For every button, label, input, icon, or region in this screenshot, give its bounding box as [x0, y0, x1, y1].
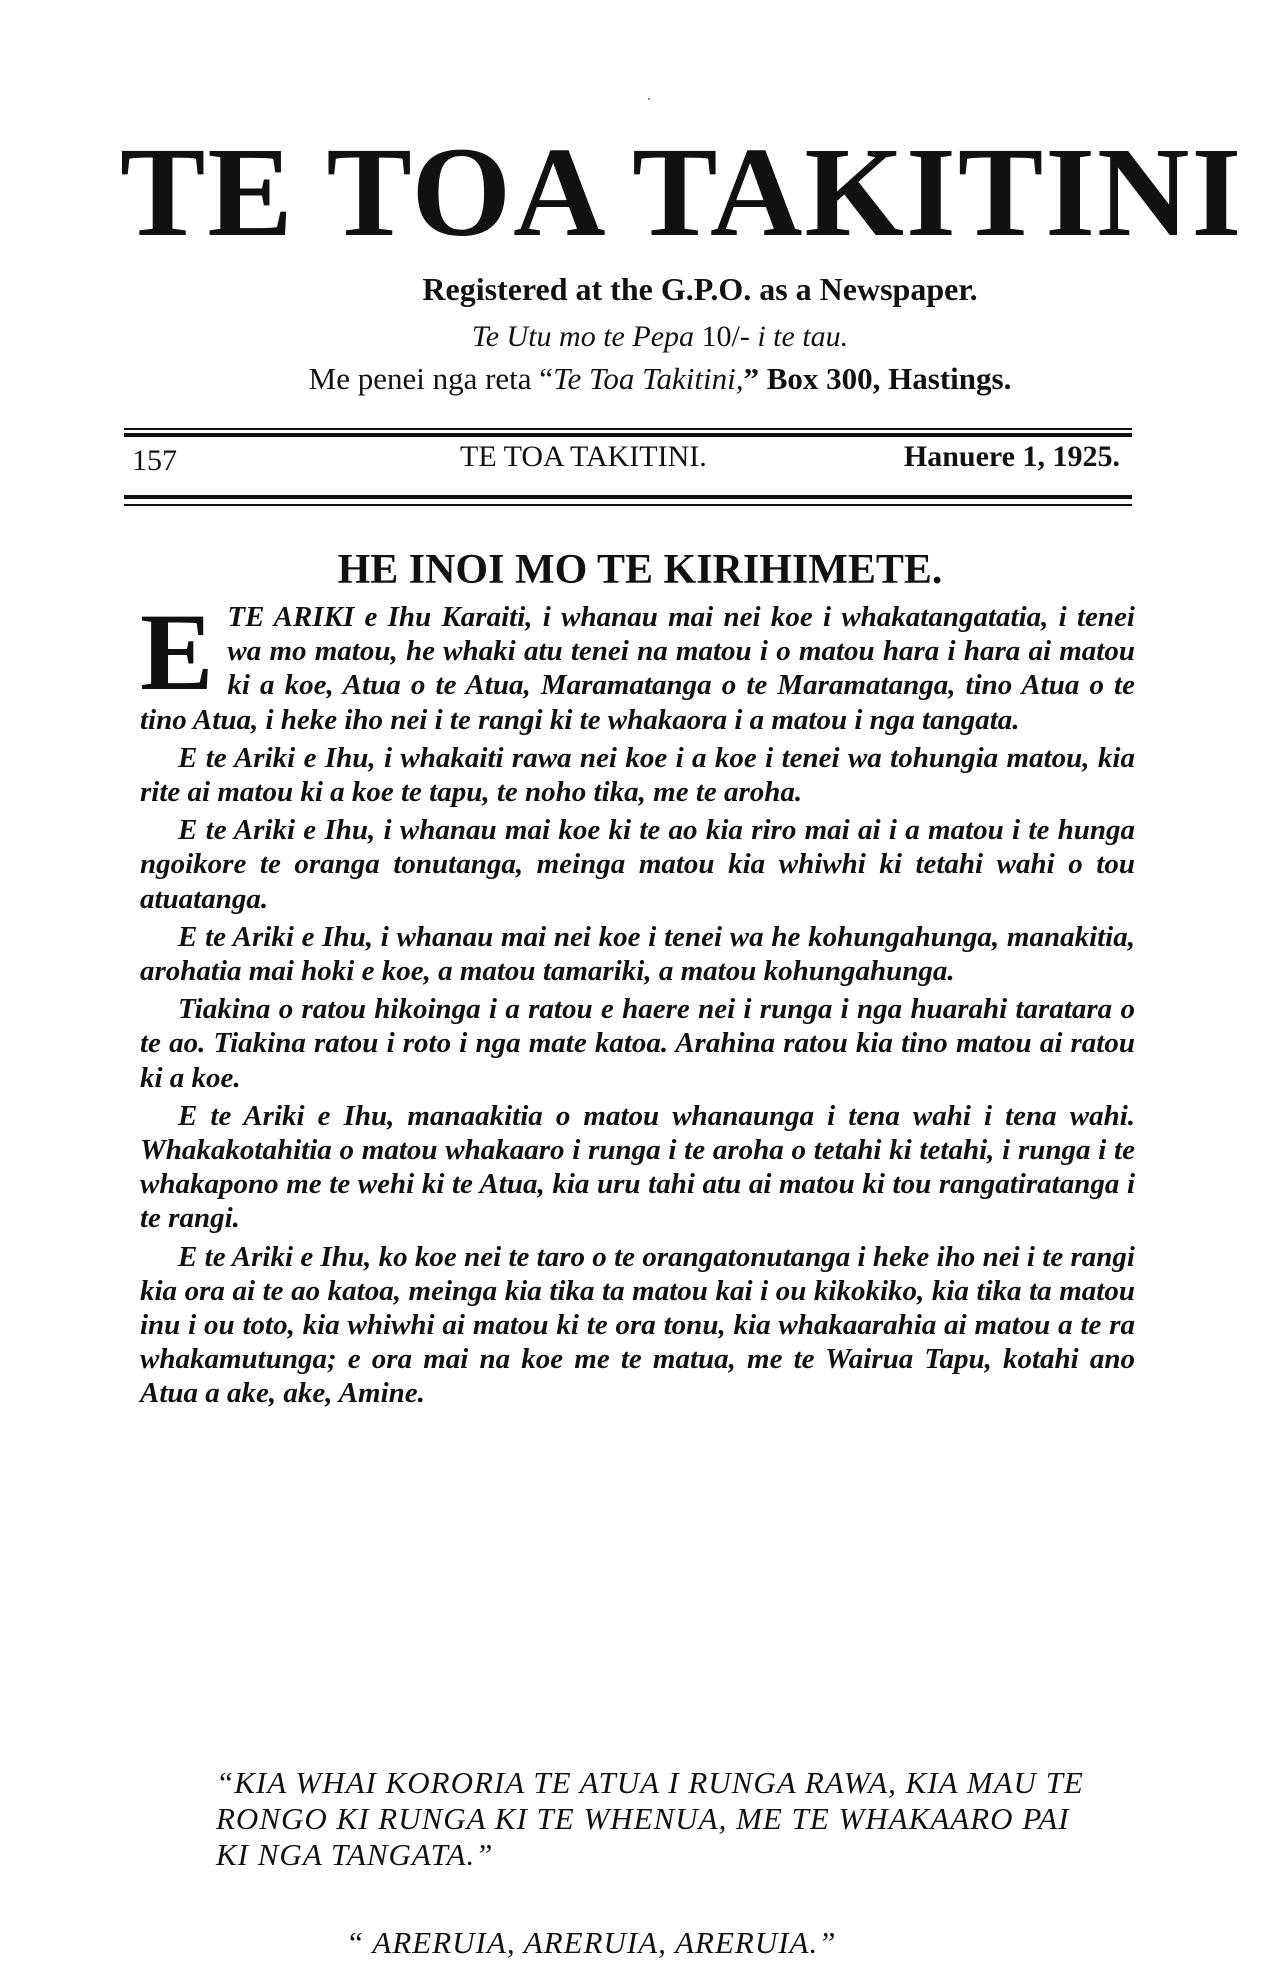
issue-line: [120, 438, 1130, 478]
alleluia-line: “ ARERUIA, ARERUIA, ARERUIA.”: [346, 1925, 837, 1960]
address-name: Te Toa Takitini,: [553, 361, 744, 396]
bottom-rule-thin: [124, 504, 1132, 506]
doxology-block: [216, 1765, 1086, 1960]
prayer-paragraph: E te Ariki e Ihu, i whakaiti rawa nei koe i a koe i tenei wa tohungia matou, kia rite ai matou ki a koe te tapu, te noho tika, me te aroha.: [140, 741, 1135, 809]
masthead-title: TE TOA TAKITINI: [120, 121, 1244, 263]
price-suffix: i te tau.: [757, 320, 849, 353]
address-prefix: Me penei nga reta “: [308, 361, 554, 396]
prayer-paragraph: E te Ariki e Ihu, i whanau mai nei koe i tenei wa he kohungahunga, manakitia, arohatia mai hoki e koe, a matou tamariki, a matou kohungahunga.: [140, 920, 1135, 988]
prayer-paragraph: Tiakina o ratou hikoinga i a ratou e haere nei i runga i nga huarahi taratara o te ao. Tiakina ratou i roto i nga mate katoa. Arahina ratou kia tino matou ai ratou ki a koe.: [140, 993, 1135, 1094]
prayer-body: [140, 591, 1135, 1415]
price-amount: 10/-: [701, 320, 750, 353]
print-speck: [648, 98, 650, 100]
price-line: [20, 318, 1280, 356]
prayer-paragraph: E te Ariki e Ihu, ko koe nei te taro o te orangatonutanga i heke iho nei i te rangi kia ora ai te ao katoa, meinga kia tika ta matou kai i ou kikokiko, kia tika ta matou inu i ou toto, kia whiwhi ai matou ki te ora tonu, kia whakaarahia ai matou a te ra whakamutunga; e ora mai na koe me te matua, me te Wairua Tapu, kotahi ano Atua a ake, ake, Amine.: [140, 1240, 1135, 1410]
issue-number: 157: [132, 444, 177, 477]
address-suffix: ” Box 300, Hastings.: [743, 361, 1012, 396]
prayer-paragraph: E te Ariki e Ihu, manaakitia o matou whanaunga i tena wahi i tena wahi. Whakakotahitia o matou whakaaro i runga i te aroha o tetahi ki tetahi, i runga i te whakapono me te wehi ki te Atua, kia uru tahi atu ai matou ki tou rangatiratanga i te rangi.: [140, 1099, 1135, 1235]
price-prefix: Te Utu mo te Pepa: [471, 320, 695, 353]
bottom-rule-thick: [124, 495, 1132, 499]
address-line: [20, 360, 1280, 398]
prayer-paragraph: [140, 591, 1135, 737]
drop-cap: E: [140, 591, 214, 713]
paragraph-text: TE ARIKI e Ihu Karaiti, i whanau mai nei koe i whakatangatatia, i tenei wa mo matou, he whaki atu tenei na matou i o matou hara i hara ai matou ki a koe, Atua o te Atua, Maramatanga o te Maramatanga, tino Atua o te tino Atua, i heke iho nei i te rangi ki te whakaora i a matou i nga tangata.: [140, 601, 1135, 736]
top-rule-thick: [124, 433, 1132, 437]
doxology-text: “KIA WHAI KORORIA TE ATUA I RUNGA RAWA, KIA MAU TE RONGO KI RUNGA KI TE WHENUA, ME TE WHAKAARO PAI KI NGA TANGATA.”: [216, 1765, 1084, 1872]
issue-date: Hanuere 1, 1925.: [903, 440, 1120, 473]
issue-title: TE TOA TAKITINI.: [460, 440, 707, 473]
top-rule-thin: [124, 428, 1132, 430]
registration-line: Registered at the G.P.O. as a Newspaper.: [422, 271, 978, 307]
prayer-title: HE INOI MO TE KIRIHIMETE.: [337, 547, 943, 593]
prayer-paragraph: E te Ariki e Ihu, i whanau mai koe ki te ao kia riro mai ai i a matou i te hunga ngoikore te oranga tonutanga, meinga matou kia whiwhi ki tetahi wahi o tou atuatanga.: [140, 814, 1135, 915]
